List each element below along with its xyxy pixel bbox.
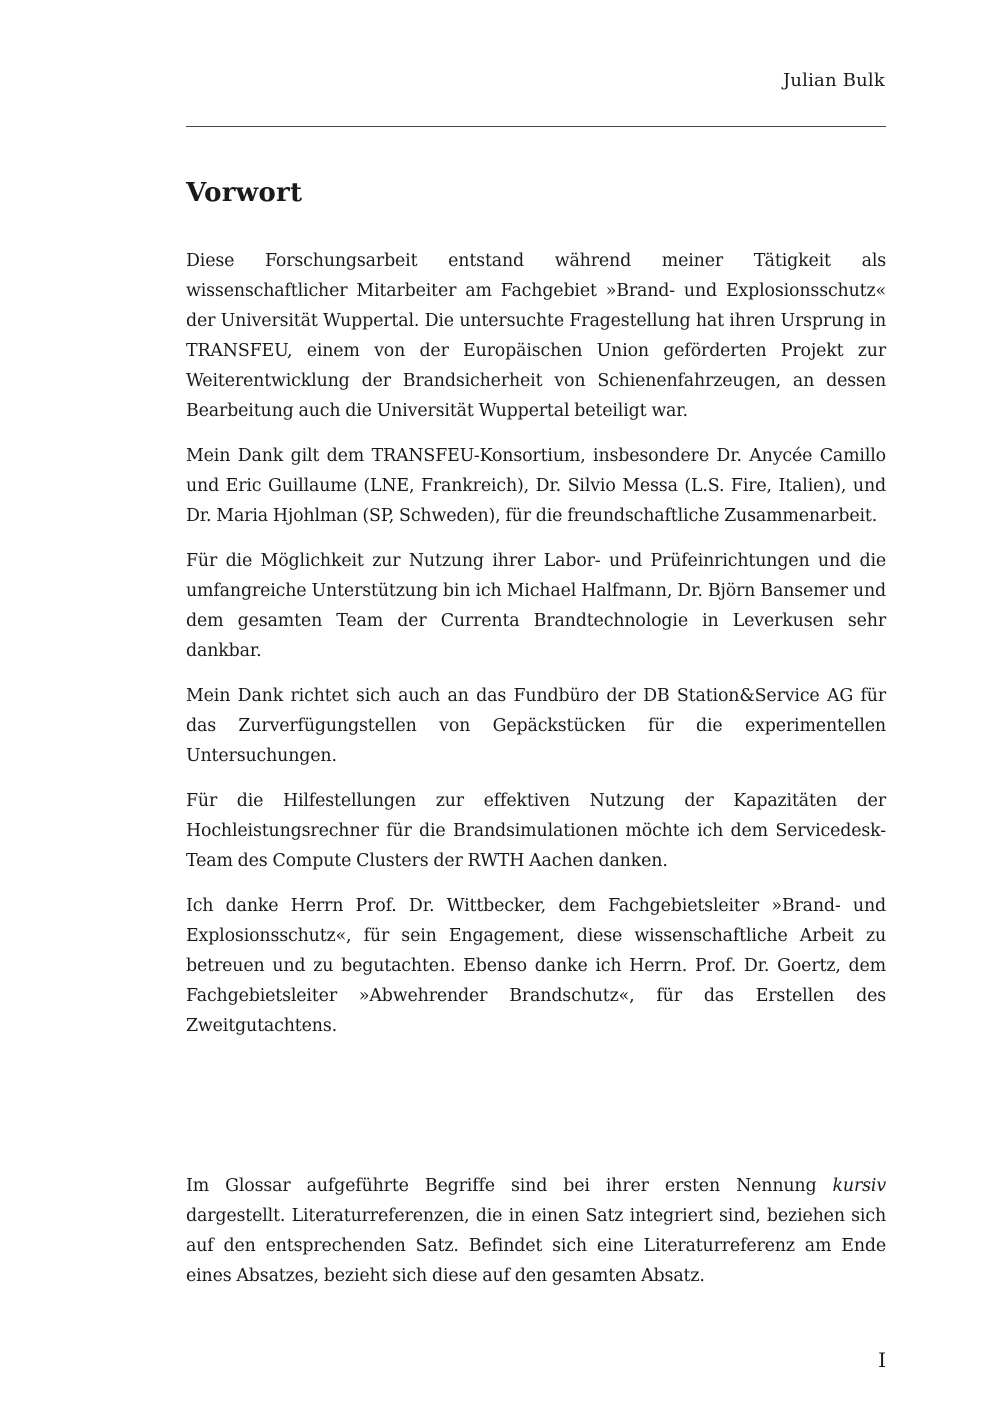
glossary-note bbox=[186, 1171, 886, 1306]
running-header-author: Julian Bulk bbox=[782, 70, 885, 91]
header-rule bbox=[186, 126, 886, 127]
paragraph-thanks-consortium: Mein Dank gilt dem TRANSFEU-Konsortium, insbesondere Dr. Anycée Camillo und Eric Guillaume (LNE, Frankreich), Dr. Silvio Messa (L.S. Fire, Italien), und Dr. Maria Hjohlman (SP, Schweden), für die freundschaftliche Zusammenarbeit. bbox=[186, 446, 886, 526]
glossary-note-text bbox=[186, 1171, 886, 1291]
preface-body bbox=[186, 246, 886, 1056]
glossary-note-text-start: Im Glossar aufgeführte Begriffe sind bei ihrer ersten Nennung bbox=[186, 1176, 833, 1196]
glossary-note-text-end: dargestellt. Literaturreferenzen, die in einen Satz integriert sind, beziehen sich auf den entsprechenden Satz. Befindet sich eine Literaturreferenz am Ende eines Absatzes, bezieht sich diese auf den gesamten Absatz. bbox=[186, 1206, 886, 1286]
page-title: Vorwort bbox=[186, 178, 303, 208]
glossary-note-italic-word: kursiv bbox=[832, 1176, 886, 1196]
paragraph-thanks-db: Mein Dank richtet sich auch an das Fundbüro der DB Station&Service AG für das Zurverfügungstellen von Gepäckstücken für die experimentellen Untersuchungen. bbox=[186, 686, 886, 766]
paragraph-thanks-rwth: Für die Hilfestellungen zur effektiven Nutzung der Kapazitäten der Hochleistungsrechner für die Brandsimulationen möchte ich dem Servicedesk-Team des Compute Clusters der RWTH Aachen danken. bbox=[186, 791, 886, 871]
page-number: I bbox=[878, 1348, 886, 1372]
paragraph-thanks-supervisors: Ich danke Herrn Prof. Dr. Wittbecker, dem Fachgebietsleiter »Brand- und Explosionsschutz«, für sein Engagement, diese wissenschaftliche Arbeit zu betreuen und zu begutachten. Ebenso danke ich Herrn. Prof. Dr. Goertz, dem Fachgebietsleiter »Abwehrender Brandschutz«, für das Erstellen des Zweitgutachtens. bbox=[186, 896, 886, 1036]
paragraph-thanks-currenta: Für die Möglichkeit zur Nutzung ihrer Labor- und Prüfeinrichtungen und die umfangreiche Unterstützung bin ich Michael Halfmann, Dr. Björn Bansemer und dem gesamten Team der Currenta Brandtechnologie in Leverkusen sehr dankbar. bbox=[186, 551, 886, 661]
paragraph-origin: Diese Forschungsarbeit entstand während meiner Tätigkeit als wissenschaftlicher Mitarbeiter am Fachgebiet »Brand- und Explosionsschutz« der Universität Wuppertal. Die untersuchte Fragestellung hat ihren Ursprung in TRANSFEU, einem von der Europäischen Union geförderten Projekt zur Weiterentwicklung der Brandsicherheit von Schienenfahrzeugen, an dessen Bearbeitung auch die Universität Wuppertal beteiligt war. bbox=[186, 251, 886, 421]
